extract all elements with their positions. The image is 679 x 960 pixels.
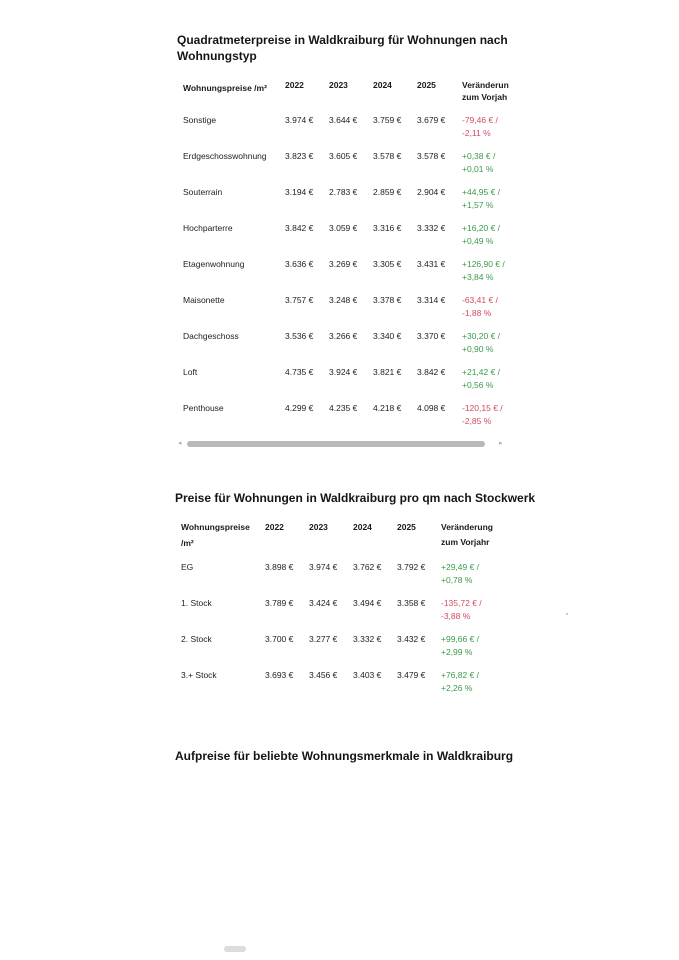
column-header-year: 2022 — [265, 522, 284, 532]
column-header-year: 2024 — [353, 522, 372, 532]
change-value: +126,90 € / — [462, 259, 505, 269]
price-cell: 3.305 € — [373, 259, 402, 269]
section-title-wohnungstyp: Quadratmeterpreise in Waldkraiburg für Wohnungen nach Wohnungstyp — [177, 33, 508, 63]
change-value: +30,20 € / — [462, 331, 501, 341]
price-cell: 4.735 € — [285, 367, 314, 377]
column-header-change: zum Vorjah — [462, 92, 508, 102]
price-cell: 3.403 € — [353, 670, 382, 680]
change-percent: -2,85 % — [462, 416, 492, 426]
row-label: EG — [181, 562, 194, 572]
column-header-year: 2023 — [309, 522, 328, 532]
price-cell: 3.605 € — [329, 151, 358, 161]
change-value: +99,66 € / — [441, 634, 480, 644]
price-cell: 3.314 € — [417, 295, 446, 305]
column-header-year: 2025 — [397, 522, 416, 532]
change-value: -79,46 € / — [462, 115, 498, 125]
row-label: 1. Stock — [181, 598, 212, 608]
price-cell: 3.194 € — [285, 187, 314, 197]
price-cell: 3.974 € — [285, 115, 314, 125]
column-header-change: Veränderun — [462, 80, 509, 90]
price-cell: 3.059 € — [329, 223, 358, 233]
column-header-year: 2025 — [417, 80, 436, 90]
price-cell: 3.431 € — [417, 259, 446, 269]
row-label: Erdgeschosswohnung — [183, 151, 267, 161]
price-cell: 3.536 € — [285, 331, 314, 341]
price-cell: 3.340 € — [373, 331, 402, 341]
scan-smudge — [224, 946, 246, 952]
row-label: Hochparterre — [183, 223, 233, 233]
scroll-left-icon[interactable]: ◂ — [178, 440, 182, 447]
section-title-stockwerk: Preise für Wohnungen in Waldkraiburg pro qm nach Stockwerk — [175, 491, 536, 505]
price-cell: 3.316 € — [373, 223, 402, 233]
scan-speck — [566, 613, 568, 615]
scroll-right-icon[interactable]: ▸ — [499, 440, 503, 447]
price-cell: 3.789 € — [265, 598, 294, 608]
change-percent: +0,49 % — [462, 236, 494, 246]
change-percent: -3,88 % — [441, 611, 471, 621]
price-cell: 3.974 € — [309, 562, 338, 572]
price-cell: 3.693 € — [265, 670, 294, 680]
price-cell: 3.762 € — [353, 562, 382, 572]
price-cell: 3.266 € — [329, 331, 358, 341]
price-cell: 2.904 € — [417, 187, 446, 197]
price-cell: 4.098 € — [417, 403, 446, 413]
price-cell: 3.898 € — [265, 562, 294, 572]
price-cell: 2.783 € — [329, 187, 358, 197]
row-label: Loft — [183, 367, 198, 377]
change-value: +16,20 € / — [462, 223, 501, 233]
price-cell: 3.248 € — [329, 295, 358, 305]
row-label: Sonstige — [183, 115, 217, 125]
price-cell: 3.332 € — [417, 223, 446, 233]
price-cell: 3.277 € — [309, 634, 338, 644]
price-cell: 3.842 € — [417, 367, 446, 377]
column-header-change: Veränderung — [441, 522, 493, 532]
change-percent: +0,90 % — [462, 344, 494, 354]
column-header-year: 2023 — [329, 80, 348, 90]
change-percent: +2,26 % — [441, 683, 473, 693]
change-value: +44,95 € / — [462, 187, 501, 197]
price-cell: 3.332 € — [353, 634, 382, 644]
change-percent: -2,11 % — [462, 128, 491, 138]
row-label: 2. Stock — [181, 634, 212, 644]
change-value: +21,42 € / — [462, 367, 501, 377]
price-cell: 3.842 € — [285, 223, 314, 233]
column-header-year: 2024 — [373, 80, 392, 90]
price-cell: 3.424 € — [309, 598, 338, 608]
price-cell: 3.757 € — [285, 295, 314, 305]
row-label: Penthouse — [183, 403, 224, 413]
price-cell: 3.578 € — [417, 151, 446, 161]
price-cell: 3.479 € — [397, 670, 426, 680]
change-percent: +0,01 % — [462, 164, 494, 174]
column-header-label: Wohnungspreise /m² — [183, 83, 267, 93]
change-value: -63,41 € / — [462, 295, 498, 305]
column-header-change: zum Vorjahr — [441, 537, 490, 547]
price-cell: 3.792 € — [397, 562, 426, 572]
change-value: -135,72 € / — [441, 598, 482, 608]
price-cell: 3.432 € — [397, 634, 426, 644]
price-cell: 3.924 € — [329, 367, 358, 377]
row-label: Dachgeschoss — [183, 331, 239, 341]
price-cell: 4.299 € — [285, 403, 314, 413]
price-cell: 3.370 € — [417, 331, 446, 341]
price-cell: 3.821 € — [373, 367, 402, 377]
column-header-year: 2022 — [285, 80, 304, 90]
price-cell: 3.578 € — [373, 151, 402, 161]
row-label: Souterrain — [183, 187, 223, 197]
price-cell: 3.269 € — [329, 259, 358, 269]
change-value: +29,49 € / — [441, 562, 480, 572]
price-cell: 3.456 € — [309, 670, 338, 680]
price-cell: 4.235 € — [329, 403, 358, 413]
price-cell: 3.679 € — [417, 115, 446, 125]
change-value: -120,15 € / — [462, 403, 503, 413]
price-cell: 2.859 € — [373, 187, 402, 197]
scrollbar-thumb[interactable] — [187, 441, 485, 447]
column-header-label-unit: /m² — [181, 538, 194, 548]
price-cell: 3.494 € — [353, 598, 382, 608]
column-header-label: Wohnungspreise — [181, 522, 250, 532]
price-cell: 3.378 € — [373, 295, 402, 305]
price-cell: 3.700 € — [265, 634, 294, 644]
price-cell: 4.218 € — [373, 403, 402, 413]
price-cell: 3.759 € — [373, 115, 402, 125]
price-cell: 3.636 € — [285, 259, 314, 269]
price-cell: 3.823 € — [285, 151, 314, 161]
section-title-merkmale: Aufpreise für beliebte Wohnungsmerkmale in Waldkraiburg — [175, 749, 514, 763]
row-label: 3.+ Stock — [181, 670, 217, 680]
price-cell: 3.358 € — [397, 598, 426, 608]
change-value: +76,82 € / — [441, 670, 480, 680]
change-value: +0,38 € / — [462, 151, 496, 161]
change-percent: +2,99 % — [441, 647, 473, 657]
change-percent: +0,78 % — [441, 575, 473, 585]
change-percent: +3,84 % — [462, 272, 494, 282]
price-cell: 3.644 € — [329, 115, 358, 125]
change-percent: +0,56 % — [462, 380, 494, 390]
row-label: Etagenwohnung — [183, 259, 245, 269]
change-percent: -1,88 % — [462, 308, 492, 318]
row-label: Maisonette — [183, 295, 225, 305]
change-percent: +1,57 % — [462, 200, 494, 210]
